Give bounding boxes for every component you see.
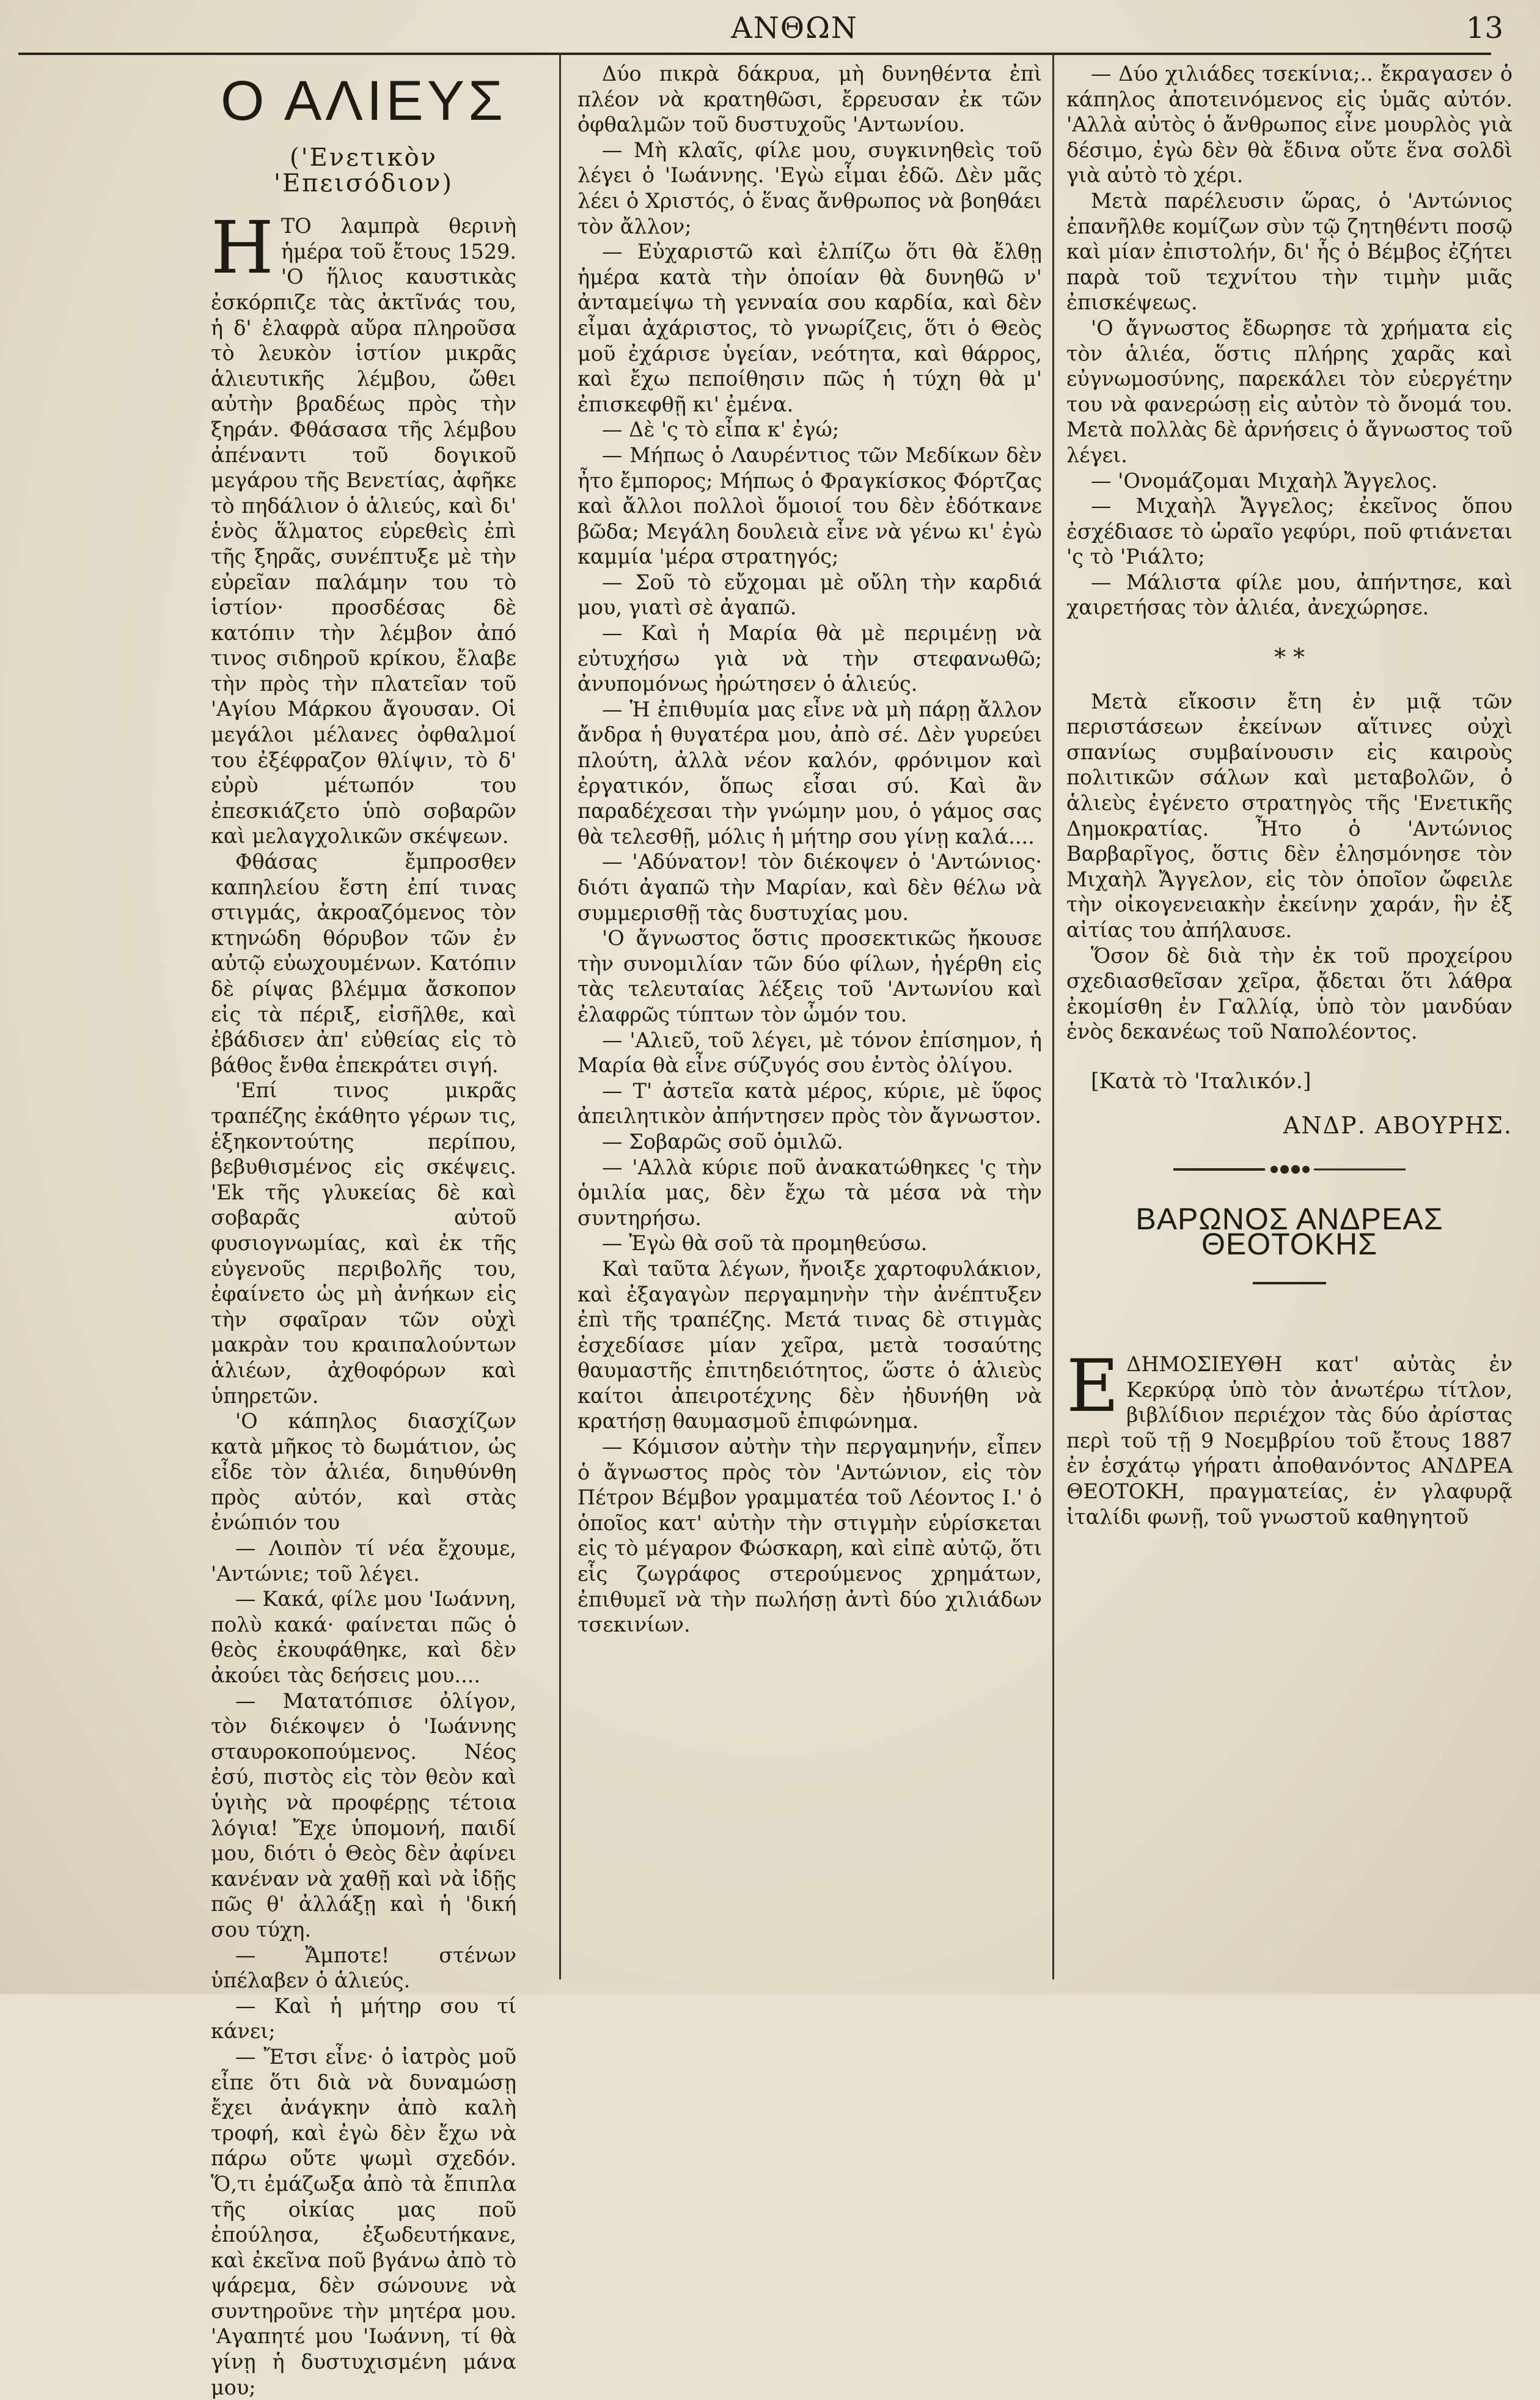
dialogue-line: — Κακά, φίλε μου 'Ιωάννη, πολὺ κακά· φαίνεται πῶς ὁ θεὸς ἐκουφάθηκε, καὶ δὲν ἀκούει τὰς δεήσεις μου.... xyxy=(211,1587,516,1688)
dialogue-line: — 'Αλλὰ κύριε ποῦ ἀνακατώθηκες 'ς τὴν ὁμιλία μας, δὲν ἔχω τὰ μέσα νὰ τὴν συντηρήσω. xyxy=(578,1155,1042,1230)
story-paragraph: Δύο πικρὰ δάκρυα, μὴ δυνηθέντα ἐπὶ πλέον νὰ κρατηθῶσι, ἔρρευσαν ἐκ τῶν ὀφθαλμῶν τοῦ δυστυχοῦς 'Αντωνίου. xyxy=(578,62,1042,137)
story-paragraph: 'Επί τινος μικρᾶς τραπέζης ἐκάθητο γέρων τις, ἑξηκοντούτης περίπου, βεβυθισμένος εἰς σκέψεις. 'Ek τῆς γλυκείας δὲ καὶ σοβαρᾶς αὐτοῦ φυσιογνωμίας, καὶ ἐκ τῆς εὐγενοῦς περιβολῆς του, ἐφαίνετο ὡς μὴ ἀνήκων εἰς τὴν σφαῖραν τῶν οὐχὶ μακρὰν του κραιπαλούντων ἁλιέων, ἀχθοφόρων καὶ ὑπηρετῶν. xyxy=(211,1078,516,1408)
dialogue-line: — Κόμισον αὐτὴν τὴν περγαμηνήν, εἶπεν ὁ ἄγνωστος πρὸς τὸν 'Αντώνιον, εἰς τὸν Πέτρον Βέμβον γραμματέα τοῦ Λέοντος Ι.' ὁ ὁποῖος κατ' αὐτὴν τὴν στιγμὴν εὑρίσκεται εἰς τὸ μέγαρον Φώσκαρη, καὶ εἰπὲ αὐτῷ, ὅτι εἷς ζωγράφος στερούμενος χρημάτων, ἐπιθυμεῖ νὰ τὴν πωλήσῃ ἀντὶ δύο χιλιάδων τσεκινίων. xyxy=(578,1435,1042,1637)
dialogue-line: — Ἐγὼ θὰ σοῦ τὰ προμηθεύσω. xyxy=(602,1231,928,1256)
dialogue-line: — Δὲ 'ς τὸ εἶπα κ' ἐγώ; xyxy=(602,418,840,442)
story-paragraph: Καὶ ταῦτα λέγων, ἤνοιξε χαρτοφυλάκιον, καὶ ἐξαγαγὼν περγαμηνὴν τὴν ἀνέπτυξεν ἐπὶ τῆς τραπέζης. Μετά τινας δὲ στιγμὰς ἐσχεδίασε μίαν χεῖρα, μετὰ τοσαύτης θαυμαστῆς ἐπιτηδειότητος, ὥστε ὁ ἁλιεὺς καίτοι ἀπειροτέχνης δὲν ἠδυνήθη νὰ κρατήσῃ θαυμασμοῦ ἐπιφώνημα. xyxy=(578,1256,1042,1434)
column-2 xyxy=(578,61,1042,1975)
dialogue-line: — 'Αδύνατον! τὸν διέκοψεν ὁ 'Αντώνιος· διότι ἀγαπῶ τὴν Μαρίαν, καὶ δὲν θέλω νὰ συμμερισθῇ τὰς δυστυχίας μου. xyxy=(578,850,1042,925)
header-rule xyxy=(18,53,1491,55)
short-rule xyxy=(1253,1282,1326,1284)
author-signature: ΑΝΔΡ. ΑΒΟΥΡΗΣ. xyxy=(1283,1111,1513,1139)
dialogue-line: — Μὴ κλαῖς, φίλε μου, συγκινηθεὶς τοῦ λέγει ὁ 'Ιωάννης. 'Εγὼ εἶμαι ἐδῶ. Δὲν μᾶς λέει ὁ Χριστός, ὁ ἕνας ἄνθρωπος νὰ βοηθάει τὸν ἄλλον; xyxy=(578,138,1042,238)
dialogue-line: — Ἄμποτε! στένων ὑπέλαβεν ὁ ἁλιεύς. xyxy=(211,1943,516,1993)
dialogue-line: — Λοιπὸν τί νέα ἔχουμε, 'Αντώνιε; τοῦ λέγει. xyxy=(211,1536,516,1586)
dialogue-line: — Καὶ ἡ μήτηρ σου τί κάνει; xyxy=(211,1993,516,2044)
notice-paragraph: ΕΔΗΜΟΣΙΕΥΘΗ κατ' αὐτὰς ἐν Κερκύρᾳ ὑπὸ τὸν ἀνωτέρω τίτλον, βιβλίδιον περιέχον τὰς δύο ἀρίστας περὶ τοῦ τῇ 9 Νοεμβρίου τοῦ ἔτους 1887 ἐν ἐσχάτῳ γήρατι ἀποθανόντος ΑΝΔΡΕΑ ΘΕΟΤΟΚΗ, πραγματείας, ἐν γλαφυρᾷ ἰταλίδι φωνῇ, τοῦ γνωστοῦ καθηγητοῦ xyxy=(1066,1343,1513,1529)
column-1 xyxy=(211,61,516,2399)
story-paragraph: 'Ο κάπηλος διασχίζων κατὰ μῆκος τὸ δωμάτιον, ὡς εἶδε τὸν ἁλιέα, διηυθύνθη πρὸς αὐτόν, καὶ στὰς ἐνώπιόν του xyxy=(211,1409,516,1535)
page-number: 13 xyxy=(1465,11,1503,45)
epilogue-paragraph: Ὅσον δὲ διὰ τὴν ἐκ τοῦ προχείρου σχεδιασθεῖσαν χεῖρα, ᾄδεται ὅτι λάθρα ἐκομίσθη ἐν Γαλλίᾳ, ὑπὸ τὸν μανδύαν ἑνὸς δεκανέως τοῦ Ναπολέοντος. xyxy=(1066,943,1513,1044)
source-note: [Κατὰ τὸ 'Ιταλικόν.] xyxy=(1091,1069,1311,1094)
story-paragraph: 'Ο ἄγνωστος ἔδωρησε τὰ χρήματα εἰς τὸν ἁλιέα, ὅστις πλήρης χαρᾶς καὶ εὐγνωμοσύνης, παρεκάλει τὸν εὐεργέτην του νὰ φανερώσῃ εἰς αὐτὸν τὸ ὄνομά του. Μετὰ πολλὰς δὲ ἀρνήσεις ὁ ἄγνωστος τοῦ λέγει. xyxy=(1066,315,1513,467)
column-divider xyxy=(1052,54,1054,1979)
notice-heading: ΒΑΡΩΝΟΣ ΑΝΔΡΕΑΣ ΘΕΟΤΟΚΗΣ xyxy=(1135,1201,1443,1262)
dialogue-line: — Δύο χιλιάδες τσεκίνια;.. ἔκραγασεν ὁ κάπηλος ἀποτεινόμενος εἰς ὑμᾶς αὐτόν. 'Αλλὰ αὐτὸς ὁ ἄνθρωπος εἶνε μουρλὸς γιὰ δέσιμο, ἐγὼ δὲν θὰ ἔδινα οὔτε ἕνα σολδὶ γιὰ αὐτὸ τὸ χέρι. xyxy=(1066,62,1513,188)
asterism: * * xyxy=(1274,644,1305,671)
dialogue-line: — Τ' ἀστεῖα κατὰ μέρος, κύριε, μὲ ὕφος ἀπειλητικὸν ἀπήντησεν πρὸς τὸν ἄγνωστον. xyxy=(578,1078,1042,1128)
epilogue-paragraph: Μετὰ εἴκοσιν ἔτη ἐν μιᾷ τῶν περιστάσεων ἐκείνων αἵτινες οὐχὶ σπανίως συμβαίνουσιν εἰς καιροὺς πολιτικῶν σάλων καὶ μεταβολῶν, ὁ ἁλιεὺς ἐγένετο στρατηγὸς τῆς 'Ενετικῆς Δημοκρατίας. Ἦτο ὁ 'Αντώνιος Βαρβαρῖγος, ὅστις δὲν ἐλησμόνησε τὸν Μιχαὴλ Ἄγγελον, εἰς τὸν ὁποῖον ὤφειλε τὴν οἰκογενειακὴν ἐκείνην χαράν, ἣν ἐξ αἰτίας του ἀπήλαυσε. xyxy=(1066,689,1513,942)
story-subtitle: ('Ενετικὸν 'Επεισόδιον) xyxy=(273,144,454,197)
ornamental-rule xyxy=(1066,1157,1513,1182)
dialogue-line: — 'Ονομάζομαι Μιχαὴλ Ἄγγελος. xyxy=(1091,468,1438,493)
dialogue-line: — Καὶ ἡ Μαρία θὰ μὲ περιμένῃ νὰ εὐτυχήσω γιὰ νὰ τὴν στεφανωθῶ; ἀνυπομόνως ἠρώτησεν ὁ ἁλιεύς. xyxy=(578,621,1042,696)
running-head xyxy=(0,11,1540,48)
dialogue-line: — Μάλιστα φίλε μου, ἀπήντησε, καὶ χαιρετήσας τὸν ἁλιέα, ἀνεχώρησε. xyxy=(1066,570,1513,620)
dialogue-line: — Εὐχαριστῶ καὶ ἐλπίζω ὅτι θὰ ἔλθῃ ἡμέρα κατὰ τὴν ὁποίαν θὰ δυνηθῶ ν' ἀνταμείψω τὴ γενναία σου καρδία, καὶ δὲν εἶμαι ἀχάριστος, τὸ γνωρίζεις, ὅτι ὁ Θεὸς μοῦ ἐχάρισε ὑγείαν, νεότητα, καὶ θάρρος, καὶ ἔχω πεποίθησιν πῶς ἡ τύχη θὰ μ' ἐπισκεφθῇ κι' ἐμένα. xyxy=(578,240,1042,416)
dialogue-line: — Σοβαρῶς σοῦ ὁμιλῶ. xyxy=(602,1129,843,1154)
dialogue-line: — Μιχαὴλ Ἄγγελος; ἐκεῖνος ὅπου ἐσχέδιασε τὸ ὡραῖο γεφύρι, ποῦ φτιάνεται 'ς τὸ 'Ριάλτο; xyxy=(1066,494,1513,569)
column-divider xyxy=(559,54,561,1979)
dialogue-line: — Μήπως ὁ Λαυρέντιος τῶν Μεδίκων δὲν ἦτο ἔμπορος; Μήπως ὁ Φραγκίσκος Φόρτζας καὶ ἄλλοι πολλοὶ ὅμοιοί του δὲν ἐδότκανε βῶδα; Μεγάλη δουλειὰ εἶνε νὰ γένω κι' ἐγὼ καμμία 'μέρα στρατηγός; xyxy=(578,443,1042,569)
dropcap: Η xyxy=(211,205,274,290)
dialogue-line: — Σοῦ τὸ εὔχομαι μὲ οὔλη τὴν καρδιά μου, γιατὶ σὲ ἀγαπῶ. xyxy=(578,570,1042,620)
dialogue-line: — Ἡ ἐπιθυμία μας εἶνε νὰ μὴ πάρῃ ἄλλον ἄνδρα ἡ θυγατέρα μου, ἀπὸ σέ. Δὲν γυρεύει πλούτη, ἀλλὰ νέον καλόν, φρόνιμον καὶ ἐργατικόν, ὅπως εἶσαι σύ. Καὶ ἂν παραδέχεσαι τὴν γνώμην μου, ὁ γάμος σας θὰ τελεσθῇ, μόλις ἡ μήτηρ σου γίνῃ καλά.... xyxy=(578,697,1042,848)
story-paragraph: Μετὰ παρέλευσιν ὥρας, ὁ 'Αντώνιος ἐπανῆλθε κομίζων σὺν τῷ ζητηθέντι ποσῷ καὶ μίαν ἐπιστολήν, δι' ἧς ὁ Βέμβος ἐζήτει παρὰ τοῦ τεχνίτου τὴν τιμὴν μιᾶς ἐπισκέψεως. xyxy=(1066,188,1513,315)
dialogue-line: — 'Αλιεῦ, τοῦ λέγει, μὲ τόνον ἐπίσημον, ἡ Μαρία θὰ εἶνε σύζυγός σου ἐντὸς ὀλίγου. xyxy=(578,1028,1042,1078)
story-paragraph: 'Ο ἄγνωστος ὅστις προσεκτικῶς ἤκουσε τὴν συνομιλίαν τῶν δύο φίλων, ἠγέρθη εἰς τὰς τελευταίας λέξεις τοῦ 'Αντωνίου καὶ ἐλαφρῶς τύπτων τὸν ὦμόν του. xyxy=(578,926,1042,1026)
story-paragraph: ΗΤΟ λαμπρὰ θερινὴ ἡμέρα τοῦ ἔτους 1529. 'Ο ἥλιος καυστικὰς ἐσκόρπιζε τὰς ἀκτῖνάς του, ἡ δ' ἐλαφρὰ αὔρα πληροῦσα τὸ λευκὸν ἱστίον μικρᾶς ἁλιευτικῆς λέμβου, ὤθει αὐτὴν βραδέως πρὸς τὴν ξηράν. Φθάσασα τῆς λέμβου ἀπέναντι τοῦ δογικοῦ μεγάρου τῆς Βενετίας, ἀφῆκε τὸ πηδάλιον ὁ ἁλιεύς, καὶ δι' ἑνὸς ἅλματος εὑρεθεὶς ἐπὶ τῆς ξηρᾶς, συνέπτυξε μὲ τὴν εὐρεῖαν παλάμην του τὸ ἱστίον· προσδέσας δὲ κατόπιν τὴν λέμβον ἀπό τινος σιδηροῦ κρίκου, ἔλαβε τὴν πρὸς τὴν πλατεῖαν τοῦ 'Αγίου Μάρκου ἄγουσαν. Οἱ μεγάλοι μέλανες ὀφθαλμοί του ἐξέφραζον θλίψιν, τὸ δ' εὐρὺ μέτωπόν του ἐπεσκιάζετο ὑπὸ σοβαρῶν καὶ μελαγχολικῶν σκέψεων. xyxy=(211,205,516,848)
dropcap: Ε xyxy=(1066,1343,1120,1428)
dialogue-line: — Ματατόπισε ὀλίγον, τὸν διέκοψεν ὁ 'Ιωάννης σταυροκοπούμενος. Νέος ἐσύ, πιστὸς εἰς τὸν θεὸν καὶ ὑγιὴς νὰ προφέρῃς τέτοια λόγια! Ἔχε ὑπομονή, παιδί μου, διότι ὁ Θεὸς δὲν ἀφίνει κανέναν νὰ χαθῇ καὶ νὰ ἰδῇς πῶς θ' ἀλλάξῃ καὶ ἡ 'δική σου τύχη. xyxy=(211,1688,516,1942)
column-3 xyxy=(1066,61,1513,1975)
story-title: Ο ΑΛΙΕΥΣ xyxy=(220,70,507,132)
story-paragraph: Φθάσας ἔμπροσθεν καπηλείου ἔστη ἐπί τινας στιγμάς, ἀκροαζόμενος τὸν κτηνώδη θόρυβον τῶν ἐν αὐτῷ εὐωχουμένων. Κατόπιν δὲ ρίψας βλέμμα ἄσκοπον εἰς τὰ πέριξ, εἰσῆλθε, καὶ ἐβάδισεν ἀπ' εὐθείας εἰς τὸ βάθος ἔνθα ἐπεκράτει σιγή. xyxy=(211,850,516,1077)
dialogue-line: — Ἔτσι εἶνε· ὁ ἰατρὸς μοῦ εἶπε ὅτι διὰ νὰ δυναμώσῃ ἔχει ἀνάγκην ἀπὸ καλὴ τροφή, καὶ ἐγὼ δὲν ἔχω νὰ πάρω οὔτε ψωμὶ σχεδόν. Ὅ,τι ἐμάζωξα ἀπὸ τὰ ἔπιπλα τῆς οἰκίας μας ποῦ ἐπούλησα, ἐξωδευτήκανε, καὶ ἐκεῖνα ποῦ βγάνω ἀπὸ τὸ ψάρεμα, δὲν σώνουνε νὰ συντηροῦνε τὴν μητέρα μου. 'Αγαπητέ μου 'Ιωάννη, τί θὰ γίνῃ ἡ δυστυχισμένη μάνα μου; xyxy=(211,2044,516,2399)
running-title: ΑΝΘΩΝ xyxy=(731,11,858,45)
ornament-icon xyxy=(1173,1162,1406,1177)
